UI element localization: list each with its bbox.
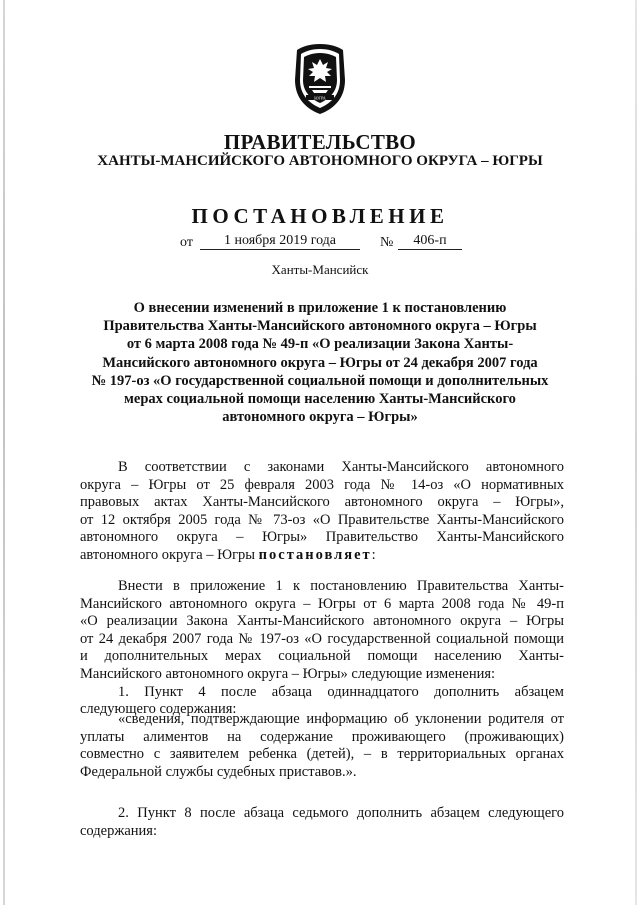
text-line: 1. Пункт 4 после абзаца одиннадцатого дополнить абзацем [118,683,564,700]
document-type: ПОСТАНОВЛЕНИЕ [191,204,449,228]
text-line: «сведения, подтверждающие информацию об уклонении родителя от [118,711,564,727]
subject-line: автономного округа – Югры» [222,409,418,426]
subject-line: О внесении изменений в приложение 1 к постановлению [133,300,507,316]
quoted-amendment [80,711,564,781]
text-line: Мансийского автономного округа – Югры от 6 марта 2008 года № 49-п [80,595,564,612]
text-line [80,547,564,565]
number-label: № [380,235,394,250]
text-line: совместно с заявителем ребенка (детей), – в территориальных органах [80,746,564,763]
preamble-paragraph [80,459,564,565]
text-line: от 12 октября 2005 года № 73-оз «О Правительстве Ханты-Мансийского [80,511,564,528]
subject-line: мерах социальной помощи населению Ханты-Мансийского [124,391,516,408]
document-date: 1 ноября 2019 года [200,233,360,250]
government-title: ПРАВИТЕЛЬСТВО [223,130,417,154]
subject-line: Мансийского автономного округа – Югры от 24 декабря 2007 года [102,354,538,371]
item-2-paragraph [80,805,564,840]
decree-word: постановляет [258,546,372,563]
emblem-caption: ЮГРА [314,95,326,101]
text-line: 2. Пункт 8 после абзаца седьмого дополнить абзацем следующего [118,805,564,821]
region-title: ХАНТЫ-МАНСИЙСКОГО АВТОНОМНОГО ОКРУГА – ЮГРЫ [97,153,543,169]
text-line: Внести в приложение 1 к постановлению Правительства Ханты- [118,578,564,594]
text-line: и дополнительных мерах социальной помощи населению Ханты- [80,648,564,665]
coat-of-arms-emblem [288,40,352,116]
text-line: округа – Югры от 25 февраля 2003 года № 14-оз «О нормативных [80,476,564,493]
text-line: автономного округа – Югры» Правительство Ханты-Мансийского [80,529,564,546]
text-line: содержания: [80,822,158,839]
text-line: Федеральной службы судебных приставов.». [80,763,357,780]
text-line: В соответствии с законами Ханты-Мансийского автономного [118,459,564,475]
city-name: Ханты-Мансийск [271,262,369,277]
text-line: Мансийского автономного округа – Югры» следующие изменения: [80,665,496,682]
text-fragment: : [371,546,376,563]
text-line: следующего содержания: [80,701,237,718]
text-line: от 24 декабря 2007 года № 197-оз «О государственной социальной помощи [80,630,564,647]
text-fragment: автономного округа – Югры [80,546,259,563]
text-line: «О реализации Закона Ханты-Мансийского автономного округа – Югры [80,613,564,630]
document-number: 406-п [398,233,462,250]
from-label: от [180,235,193,250]
subject-line: Правительства Ханты-Мансийского автономного округа – Югры [103,318,537,335]
date-number-line [180,229,480,253]
document-subject [70,299,570,426]
text-line: уплаты алиментов на содержание проживающего (проживающих) [80,728,564,745]
text-line: правовых актах Ханты-Мансийского автономного округа – Югры», [80,494,564,511]
subject-line: от 6 марта 2008 года № 49-п «О реализации Закона Ханты- [126,336,514,353]
order-paragraph [80,578,564,719]
subject-line: № 197-оз «О государственной социальной помощи и дополнительных [91,372,549,389]
